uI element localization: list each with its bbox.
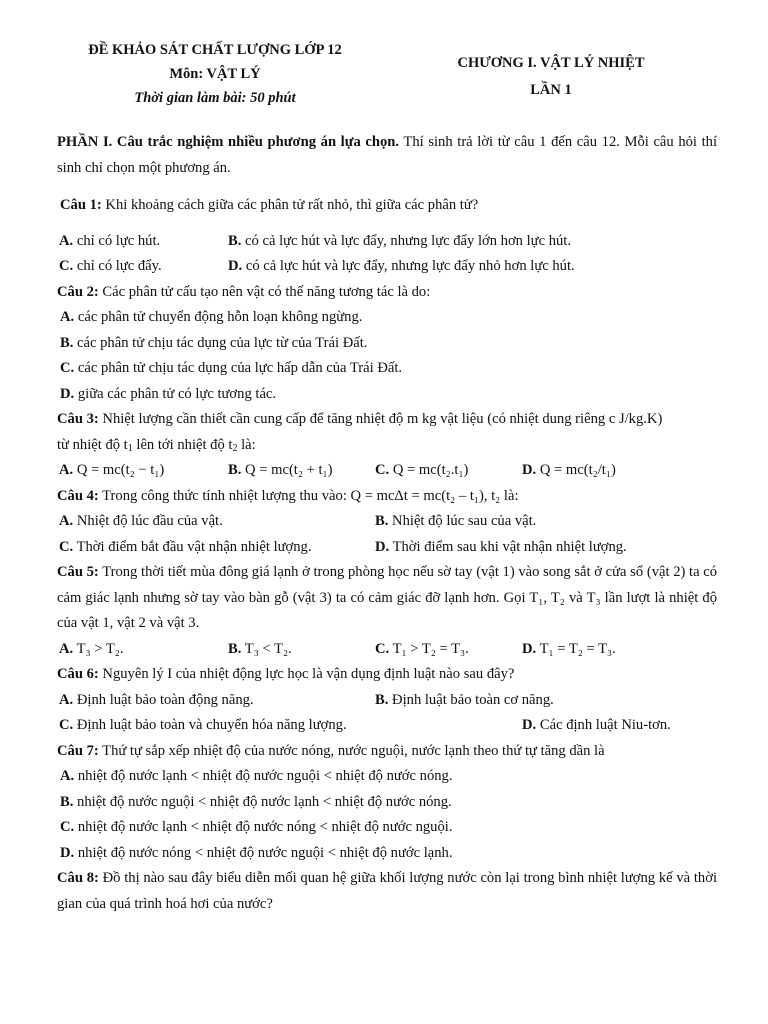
option-text: nhiệt độ nước nóng < nhiệt độ nước nguội < nhiệt độ nước lạnh. [77, 844, 453, 861]
option-text: Định luật bảo toàn động năng. [76, 691, 254, 708]
option-letter: C. [59, 258, 74, 274]
q1-options-row-1 [57, 229, 717, 255]
q6-option-c [59, 713, 347, 739]
option-text: chỉ có lực đẩy. [76, 258, 162, 274]
option-letter: A. [60, 768, 75, 784]
option-letter: B. [228, 462, 242, 478]
option-text: các phân tử chuyển động hỗn loạn không ngừng. [77, 309, 363, 325]
option-letter: A. [59, 462, 74, 478]
question-label: Câu 5: [57, 564, 99, 580]
q1-options-row-2 [57, 254, 717, 280]
exam-header-left [60, 38, 370, 110]
option-letter: D. [522, 640, 537, 657]
question-2 [57, 280, 717, 306]
option-text: nhiệt độ nước lạnh < nhiệt độ nước nguội < nhiệt độ nước nóng. [77, 768, 453, 784]
question-text: từ nhiệt độ t [57, 436, 128, 453]
option-letter: D. [60, 385, 75, 402]
option-letter: A. [59, 232, 74, 249]
q1-option-b [228, 229, 571, 255]
question-4 [57, 484, 717, 510]
option-text: Thời điểm bắt đầu vật nhận nhiệt lượng. [76, 538, 312, 555]
q4-option-b [375, 509, 536, 535]
q2-option-d [57, 382, 717, 408]
option-letter: A. [59, 691, 74, 708]
question-text: là: [237, 436, 256, 453]
question-1 [57, 193, 717, 219]
option-text: Các định luật Niu-tơn. [539, 717, 671, 733]
chapter-title: CHƯƠNG I. VẬT LÝ NHIỆT [457, 55, 645, 71]
q2-option-b [57, 331, 717, 357]
question-text: Trong thời tiết mùa đông giá lạnh ở trong phòng học nếu sờ tay (vật 1) vào song sắt ở cửa sổ (vật 2) ta có cảm giác lạnh nhưng sờ tay vào bàn gỗ (vật 3) ta có cảm giác đỡ lạnh hơn. Gọi T₁, T₂ và T₃ lần lượt là nhiệt độ của vật 1, vật 2 và vật 3. [57, 564, 718, 631]
option-text: Q = mc(t₂ + t₁) [245, 462, 333, 478]
option-letter: A. [59, 640, 74, 657]
option-text: Nhiệt độ lúc sau của vật. [392, 513, 537, 529]
q3-options-row [57, 458, 717, 484]
option-letter: B. [228, 232, 242, 249]
option-text: T₃ > T₂. [76, 640, 124, 657]
question-label: Câu 6: [57, 666, 99, 682]
q6-options-row-2 [57, 713, 717, 739]
exam-content [57, 130, 717, 917]
option-letter: C. [60, 819, 75, 835]
part1-title: PHẦN I. Câu trắc nghiệm nhiều phương án lựa chọn. [57, 134, 400, 150]
option-letter: D. [228, 258, 243, 274]
question-label: Câu 7: [57, 742, 99, 759]
question-label: Câu 8: [57, 870, 99, 886]
option-text: nhiệt độ nước lạnh < nhiệt độ nước nóng < nhiệt độ nước nguội. [77, 819, 453, 835]
question-6 [57, 662, 717, 688]
subscript: 2 [232, 442, 238, 454]
q1-option-a [59, 229, 160, 255]
question-text: Các phân tử cấu tạo nên vật có thế năng tương tác là do: [98, 283, 431, 300]
question-text: lên tới nhiệt độ t [132, 436, 233, 453]
question-text: Nguyên lý I của nhiệt động lực học là vận dụng định luật nào sau đây? [98, 666, 515, 682]
option-letter: B. [60, 793, 74, 810]
option-text: T₁ > T₂ = T₃. [392, 640, 469, 657]
option-letter: C. [59, 538, 74, 555]
option-text: Định luật bảo toàn cơ năng. [392, 691, 554, 708]
option-text: có cả lực hút và lực đẩy, nhưng lực đẩy lớn hơn lực hút. [245, 232, 572, 249]
part1-heading [57, 130, 717, 181]
question-text: Đồ thị nào sau đây biểu diễn mối quan hệ giữa khối lượng nước còn lại trong bình nhiệt lượng kế và thời gian của quá trình hoá hơi của nước? [57, 870, 718, 912]
question-label: Câu 3: [57, 411, 99, 427]
question-5 [57, 560, 717, 637]
q5-option-c [375, 637, 469, 663]
q6-option-b [375, 688, 554, 714]
option-text: T₃ < T₂. [244, 640, 292, 657]
option-letter: B. [375, 691, 389, 708]
option-text: T₁ = T₂ = T₃. [539, 640, 616, 657]
question-text: Trong công thức tính nhiệt lượng thu vào: Q = mcΔt = mc(t₂ – t₁), t₂ là: [98, 487, 519, 504]
q3-option-a [59, 458, 164, 484]
option-text: Q = mc(t₂/t₁) [539, 462, 616, 478]
q2-option-c [57, 356, 717, 382]
subscript: 1 [127, 442, 133, 454]
question-text: Nhiệt lượng cần thiết cần cung cấp để tăng nhiệt độ m kg vật liệu (có nhiệt dung riêng c J/kg.K) [98, 411, 663, 427]
q1-option-c [59, 254, 162, 280]
q7-option-b [57, 790, 717, 816]
option-text: Q = mc(t₂ − t₁) [76, 462, 165, 478]
q4-option-c [59, 535, 312, 561]
option-letter: B. [228, 640, 242, 657]
attempt-number: LẦN 1 [530, 82, 572, 98]
question-3-continued [57, 433, 717, 459]
q5-option-d [522, 637, 616, 663]
option-letter: D. [60, 844, 75, 861]
question-label: Câu 1: [60, 197, 102, 213]
q4-options-row-1 [57, 509, 717, 535]
option-text: các phân tử chịu tác dụng của lực từ của Trái Đất. [77, 334, 368, 351]
question-7 [57, 739, 717, 765]
option-letter: C. [375, 462, 390, 478]
option-letter: C. [375, 640, 390, 657]
option-text: Nhiệt độ lúc đầu của vật. [76, 513, 223, 529]
q5-option-b [228, 637, 292, 663]
q1-option-d [228, 254, 575, 280]
option-text: nhiệt độ nước nguội < nhiệt độ nước lạnh < nhiệt độ nước nóng. [77, 793, 452, 810]
q6-option-d [522, 713, 671, 739]
q5-option-a [59, 637, 124, 663]
question-label: Câu 4: [57, 487, 99, 504]
q3-option-b [228, 458, 332, 484]
option-text: có cả lực hút và lực đẩy, nhưng lực đẩy nhỏ hơn lực hút. [245, 258, 575, 274]
option-letter: A. [60, 309, 75, 325]
option-text: giữa các phân tử có lực tương tác. [77, 385, 277, 402]
question-label: Câu 2: [57, 283, 99, 300]
option-letter: B. [60, 334, 74, 351]
q3-option-d [522, 458, 616, 484]
q6-options-row-1 [57, 688, 717, 714]
option-text: các phân tử chịu tác dụng của lực hấp dẫn của Trái Đất. [77, 360, 403, 376]
q2-option-a [57, 305, 717, 331]
q7-option-c [57, 815, 717, 841]
q5-options-row [57, 637, 717, 663]
option-letter: B. [375, 513, 389, 529]
exam-header-right [440, 50, 662, 104]
exam-duration: Thời gian làm bài: 50 phút [134, 90, 296, 106]
option-letter: C. [59, 717, 74, 733]
option-text: Định luật bảo toàn và chuyển hóa năng lượng. [76, 717, 347, 733]
exam-title: ĐỀ KHẢO SÁT CHẤT LƯỢNG LỚP 12 [88, 42, 342, 58]
option-text: Q = mc(t₂.t₁) [392, 462, 469, 478]
question-text: Thứ tự sắp xếp nhiệt độ của nước nóng, nước nguội, nước lạnh theo thứ tự tăng dần là [98, 742, 605, 759]
option-letter: D. [375, 538, 390, 555]
q4-options-row-2 [57, 535, 717, 561]
option-text: chỉ có lực hút. [76, 232, 161, 249]
question-8 [57, 866, 717, 917]
option-letter: D. [522, 462, 537, 478]
q4-option-d [375, 535, 627, 561]
part1-instruction: Thí sinh trả lời từ câu 1 đến câu 12. Mỗi câu hỏi thí sinh chỉ chọn một phương án. [57, 134, 717, 176]
option-letter: C. [60, 360, 75, 376]
question-3 [57, 407, 717, 433]
q6-option-a [59, 688, 254, 714]
q3-option-c [375, 458, 468, 484]
option-letter: D. [522, 717, 537, 733]
q7-option-a [57, 764, 717, 790]
q4-option-a [59, 509, 223, 535]
option-letter: A. [59, 513, 74, 529]
q7-option-d [57, 841, 717, 867]
exam-subject: Môn: VẬT LÝ [169, 66, 261, 82]
option-text: Thời điểm sau khi vật nhận nhiệt lượng. [392, 538, 627, 555]
question-text: Khi khoảng cách giữa các phân tử rất nhỏ, thì giữa các phân tử? [101, 197, 479, 213]
